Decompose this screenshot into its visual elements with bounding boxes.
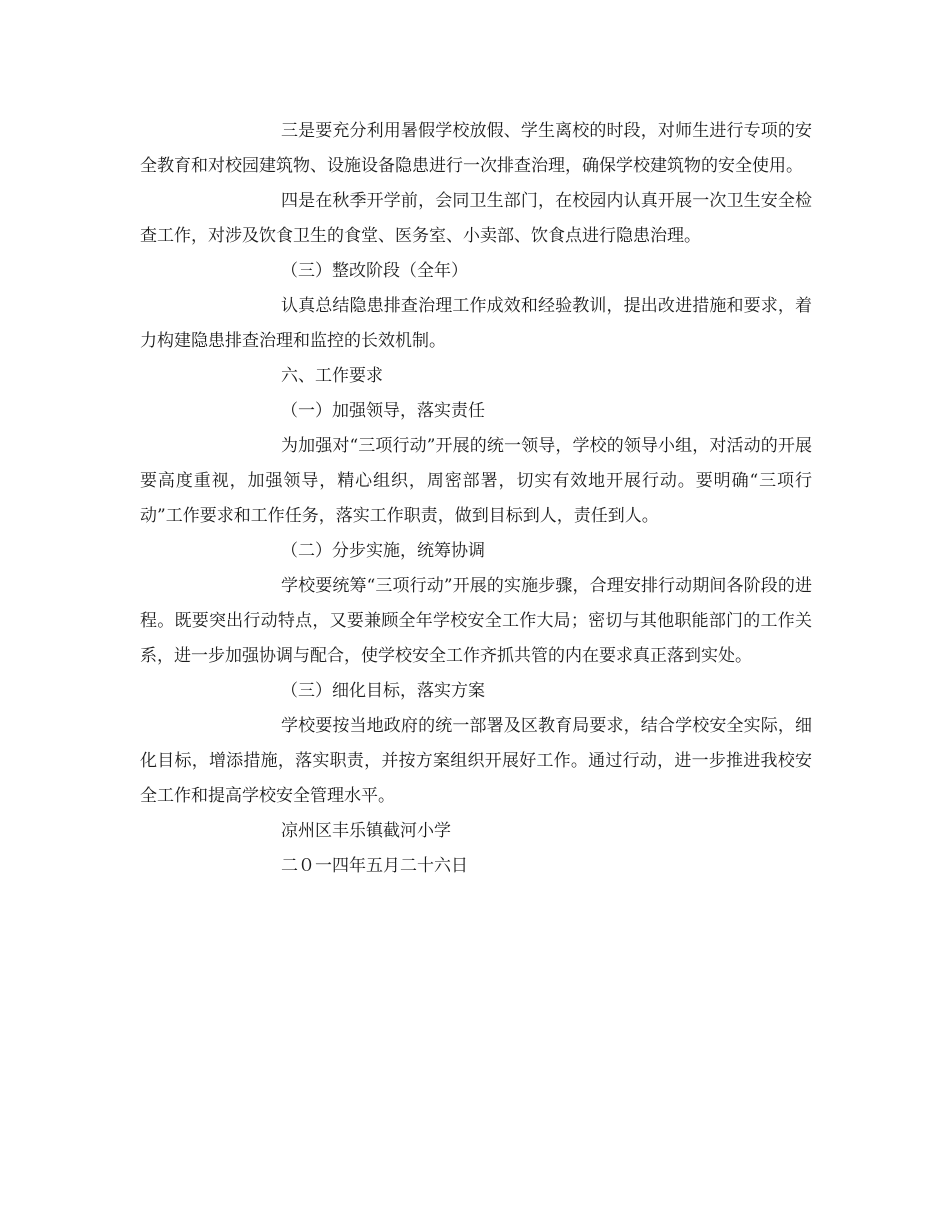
paragraph-autumn-hygiene-check: 四是在秋季开学前，会同卫生部门，在校园内认真开展一次卫生安全检查工作，对涉及饮食卫生的食堂、医务室、小卖部、饮食点进行隐患治理。 — [140, 191, 812, 246]
signature-school-name: 凉州区丰乐镇截河小学 — [281, 821, 451, 841]
paragraph-implementation-plan: 学校要按当地政府的统一部署及区教育局要求，结合学校安全实际，细化目标，增添措施，落实职责，并按方案组织开展好工作。通过行动，进一步推进我校安全工作和提高学校安全管理水平。 — [140, 716, 812, 806]
paragraph-rectification-summary: 认真总结隐患排查治理工作成效和经验教训，提出改进措施和要求，着力构建隐患排查治理和监控的长效机制。 — [140, 296, 812, 351]
paragraph-coordination: 学校要统筹“三项行动”开展的实施步骤，合理安排行动期间各阶段的进程。既要突出行动特点，又要兼顾全年学校安全工作大局；密切与其他职能部门的工作关系，进一步加强协调与配合，使学校安全工作齐抓共管的内在要求真正落到实处。 — [140, 576, 812, 666]
document-body — [140, 114, 812, 884]
paragraph-leadership: 为加强对“三项行动”开展的统一领导，学校的领导小组，对活动的开展要高度重视，加强领导，精心组织，周密部署，切实有效地开展行动。要明确“三项行动”工作要求和工作任务，落实工作职责，做到目标到人，责任到人。 — [140, 436, 812, 526]
heading-step-implementation: （二）分步实施，统筹协调 — [281, 541, 485, 561]
heading-work-requirements: 六、工作要求 — [281, 366, 383, 386]
paragraph-summer-inspection: 三是要充分利用暑假学校放假、学生离校的时段，对师生进行专项的安全教育和对校园建筑物、设施设备隐患进行一次排查治理，确保学校建筑物的安全使用。 — [140, 121, 812, 176]
heading-rectification-stage: （三）整改阶段（全年） — [281, 261, 468, 281]
heading-refine-goals: （三）细化目标，落实方案 — [281, 681, 485, 701]
signature-date: 二０一四年五月二十六日 — [281, 856, 468, 876]
heading-strengthen-leadership: （一）加强领导，落实责任 — [281, 401, 485, 421]
